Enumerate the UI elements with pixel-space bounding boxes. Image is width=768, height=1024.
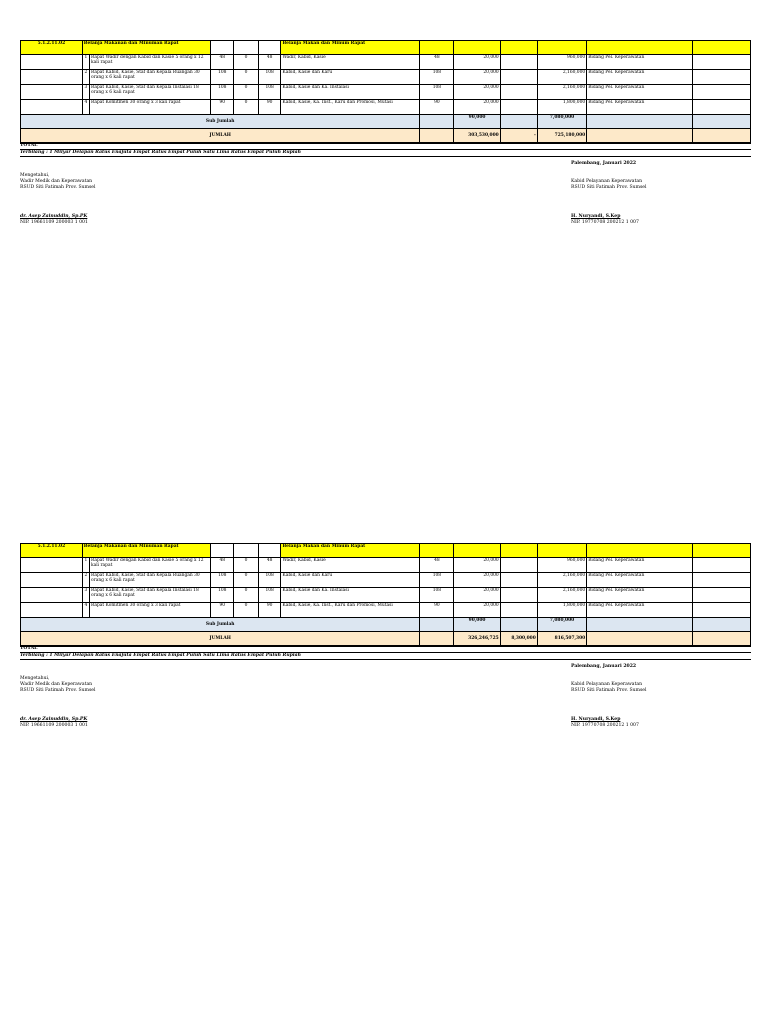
left-signature: dr. Asep Zainuddin, Sp.PK NIP. 19661109 200003 1 001 bbox=[20, 214, 88, 225]
place-date: Palembang, Januari 2022 bbox=[571, 664, 637, 669]
right-signatory: Kabid Pelayanan Keperawatan RSUD Siti Fatimah Prov. Sumsel bbox=[571, 682, 647, 693]
left-signatory: Mengetahui, Wadir Medik dan Keperawatan RSUD Siti Fatimah Prov. Sumsel bbox=[20, 173, 96, 190]
table-row: 1 Rapat Wadir dengan Kabid dan Kasie 5 orang x 12 kali rapat 48 0 48 Wadir, Kabid, Kasie 48 20,000 960,000 Bidang Pel. Keperawatan bbox=[21, 55, 751, 70]
budget-table bbox=[20, 40, 751, 143]
left-title: Belanja Makanan dan Minuman Rapat bbox=[82, 41, 211, 55]
budget-block-1 bbox=[20, 40, 751, 225]
left-signature: dr. Asep Zainuddin, Sp.PK NIP. 19661109 200003 1 001 bbox=[20, 717, 88, 728]
left-signatory: Mengetahui, Wadir Medik dan Keperawatan RSUD Siti Fatimah Prov. Sumsel bbox=[20, 676, 96, 693]
subtotal-row: Sub Jumlah 90,000 7,080,000 bbox=[21, 115, 751, 129]
right-signature: H. Nuryandi, S.Kep NIP. 19770708 200212 1 007 bbox=[571, 214, 639, 225]
account-code: 5.1.2.11.02 bbox=[21, 544, 83, 558]
subtotal-row: Sub Jumlah 90,000 7,080,000 bbox=[21, 618, 751, 632]
right-signatory: Kabid Pelayanan Keperawatan RSUD Siti Fatimah Prov. Sumsel bbox=[571, 179, 647, 190]
table-row: 4 Rapat Komitmen 30 orang x 3 kali rapat 90 0 90 Kabid, Kasie, Ka. Inst., Karu dan Promosi, Mutasi 90 20,000 1,800,000 Bidang Pel. Keperawatan bbox=[21, 100, 751, 115]
total-label: TOTAL bbox=[20, 646, 38, 651]
table-row: 2 Rapat Kabid, Kasie, Staf dan Kepala Ruangan 30 orang x 6 kali rapat 108 0 108 Kabid, Kasie dan Karu 108 20,000 2,160,000 Bidang Pel. Keperawatan bbox=[21, 573, 751, 588]
table-row: 2 Rapat Kabid, Kasie, Staf dan Kepala Ruangan 30 orang x 6 kali rapat 108 0 108 Kabid, Kasie dan Karu 108 20,000 2,160,000 Bidang Pel. Keperawatan bbox=[21, 70, 751, 85]
right-title: Belanja Makan dan Minum Rapat bbox=[281, 41, 420, 55]
divider bbox=[20, 646, 751, 647]
terbilang-text: Terbilang : 1 Milyar Delapan Ratus Enajuta Empat Ratus Empat Puluh Satu Lima Ratus Empat Puluh Rupiah bbox=[20, 150, 301, 155]
budget-block-2 bbox=[20, 543, 751, 728]
total-label: TOTAL bbox=[20, 143, 38, 148]
divider bbox=[20, 156, 751, 157]
account-code: 5.1.2.11.02 bbox=[21, 41, 83, 55]
terbilang-text: Terbilang : 1 Milyar Delapan Ratus Enajuta Empat Ratus Empat Puluh Satu Lima Ratus Empat Puluh Rupiah bbox=[20, 653, 301, 658]
table-row: 3 Rapat Kabid, Kasie, Staf dan Kepala Instalasi 18 orang x 6 kali rapat 108 0 108 Kabid, Kasie dan Ka. Instalasi 108 20,000 2,160,000 Bidang Pel. Keperawatan bbox=[21, 85, 751, 100]
place-date: Palembang, Januari 2022 bbox=[571, 161, 637, 166]
table-row: 1 Rapat Wadir dengan Kabid dan Kasie 5 orang x 12 kali rapat 48 0 48 Wadir, Kabid, Kasie 48 20,000 960,000 Bidang Pel. Keperawatan bbox=[21, 558, 751, 573]
grand-total-row: JUMLAH 303,530,000 - 725,180,000 bbox=[21, 129, 751, 143]
left-title: Belanja Makanan dan Minuman Rapat bbox=[82, 544, 211, 558]
table-row: 4 Rapat Komitmen 30 orang x 3 kali rapat 90 0 90 Kabid, Kasie, Ka. Inst., Karu dan Promosi, Mutasi 90 20,000 1,800,000 Bidang Pel. Keperawatan bbox=[21, 603, 751, 618]
table-row: 3 Rapat Kabid, Kasie, Staf dan Kepala Instalasi 18 orang x 6 kali rapat 108 0 108 Kabid, Kasie dan Ka. Instalasi 108 20,000 2,160,000 Bidang Pel. Keperawatan bbox=[21, 588, 751, 603]
right-title: Belanja Makan dan Minum Rapat bbox=[281, 544, 420, 558]
right-signature: H. Nuryandi, S.Kep NIP. 19770708 200212 1 007 bbox=[571, 717, 639, 728]
divider bbox=[20, 143, 751, 144]
budget-table bbox=[20, 543, 751, 646]
grand-total-row: JUMLAH 326,246,725 8,300,000 816,507,300 bbox=[21, 632, 751, 646]
divider bbox=[20, 659, 751, 660]
